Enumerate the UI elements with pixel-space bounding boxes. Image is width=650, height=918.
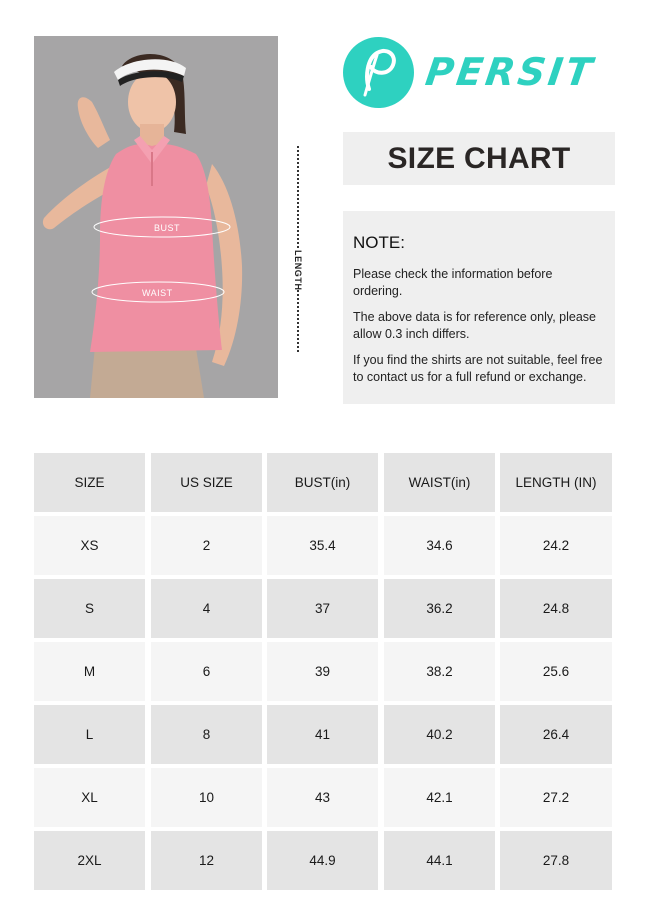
- table-cell: 43: [267, 768, 378, 827]
- table-cell: 24.8: [500, 579, 612, 638]
- page-title: SIZE CHART: [387, 141, 571, 175]
- table-cell: 26.4: [500, 705, 612, 764]
- table-cell: L: [34, 705, 145, 764]
- model-illustration: [34, 36, 278, 398]
- table-cell: 12: [151, 831, 262, 890]
- table-cell: 34.6: [384, 516, 495, 575]
- table-cell: XL: [34, 768, 145, 827]
- table-cell: 38.2: [384, 642, 495, 701]
- table-cell: 39: [267, 642, 378, 701]
- table-cell: XS: [34, 516, 145, 575]
- length-label: LENGTH: [290, 248, 306, 288]
- table-row: [34, 579, 612, 638]
- column-header-bust: BUST(in): [267, 453, 378, 512]
- table-cell: S: [34, 579, 145, 638]
- table-row: [34, 642, 612, 701]
- table-cell: M: [34, 642, 145, 701]
- table-cell: 36.2: [384, 579, 495, 638]
- table-cell: 41: [267, 705, 378, 764]
- table-cell: 6: [151, 642, 262, 701]
- column-header-length: LENGTH (IN): [500, 453, 612, 512]
- table-cell: 35.4: [267, 516, 378, 575]
- table-cell: 24.2: [500, 516, 612, 575]
- table-cell: 44.1: [384, 831, 495, 890]
- column-header-us-size: US SIZE: [151, 453, 262, 512]
- note-heading: NOTE:: [353, 233, 405, 252]
- size-table: [34, 453, 612, 891]
- table-row: [34, 516, 612, 575]
- column-header-waist: WAIST(in): [384, 453, 495, 512]
- table-cell: 40.2: [384, 705, 495, 764]
- note-line: The above data is for reference only, please allow 0.3 inch differs.: [353, 310, 596, 341]
- table-row: [34, 768, 612, 827]
- table-header-row: [34, 453, 612, 512]
- note-line: If you find the shirts are not suitable, feel free to contact us for a full refund or exchange.: [353, 353, 603, 384]
- size-chart-title-box: [343, 132, 615, 185]
- column-header-size: SIZE: [34, 453, 145, 512]
- product-photo: [34, 36, 278, 398]
- note-box: [343, 211, 615, 404]
- table-cell: 8: [151, 705, 262, 764]
- table-cell: 10: [151, 768, 262, 827]
- table-cell: 44.9: [267, 831, 378, 890]
- table-cell: 2XL: [34, 831, 145, 890]
- bust-label: BUST: [154, 223, 181, 233]
- table-cell: 37: [267, 579, 378, 638]
- table-cell: 4: [151, 579, 262, 638]
- table-cell: 25.6: [500, 642, 612, 701]
- table-row: [34, 705, 612, 764]
- table-row: [34, 831, 612, 890]
- table-cell: 27.8: [500, 831, 612, 890]
- note-line: Please check the information before ordering.: [353, 267, 553, 298]
- table-cell: 27.2: [500, 768, 612, 827]
- table-cell: 42.1: [384, 768, 495, 827]
- waist-label: WAIST: [142, 288, 173, 298]
- brand-name: PERSIT: [422, 50, 598, 94]
- table-cell: 2: [151, 516, 262, 575]
- brand-logo-icon: [343, 37, 414, 108]
